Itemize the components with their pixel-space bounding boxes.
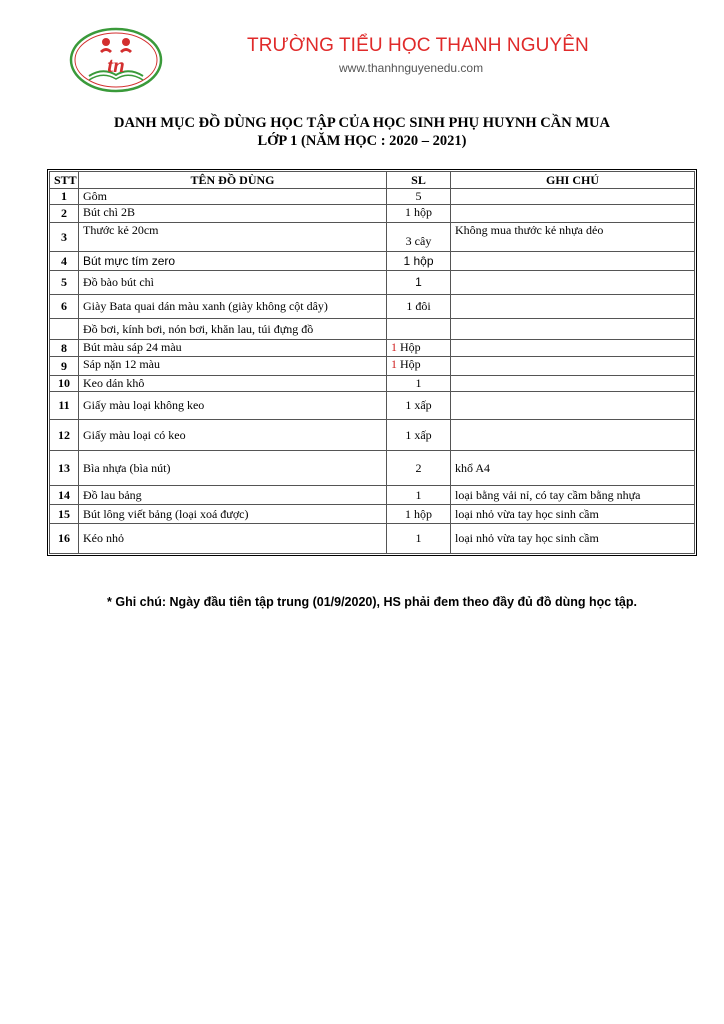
row-quantity: 1 hộp — [387, 505, 451, 524]
row-note — [451, 340, 695, 357]
header-quantity: SL — [387, 172, 451, 189]
row-item-name: Giấy màu loại không keo — [79, 392, 387, 420]
row-stt: 14 — [50, 486, 79, 505]
row-item-name: Bìa nhựa (bìa nút) — [79, 451, 387, 486]
row-note — [451, 271, 695, 295]
row-stt: 15 — [50, 505, 79, 524]
table-row — [50, 451, 695, 486]
row-stt: 16 — [50, 524, 79, 554]
table-row — [50, 271, 695, 295]
row-quantity: 1 — [387, 376, 451, 392]
row-stt: 13 — [50, 451, 79, 486]
row-note — [451, 376, 695, 392]
table-row — [50, 340, 695, 357]
row-item-name: Đồ lau bảng — [79, 486, 387, 505]
table-row — [50, 505, 695, 524]
row-stt: 1 — [50, 189, 79, 205]
row-stt: 9 — [50, 357, 79, 376]
row-quantity: 1 xấp — [387, 420, 451, 451]
row-note — [451, 392, 695, 420]
document-subtitle: LỚP 1 (NĂM HỌC : 2020 – 2021) — [257, 133, 467, 149]
supply-table-frame — [47, 169, 697, 556]
logo-child-icon — [102, 38, 110, 46]
row-quantity: 3 cây — [387, 223, 451, 252]
header-note: GHI CHÚ — [451, 172, 695, 189]
footnote: * Ghi chú: Ngày đầu tiên tập trung (01/9/2020), HS phải đem theo đầy đủ đồ dùng học tập. — [107, 595, 637, 609]
row-item-name: Sáp nặn 12 màu — [79, 357, 387, 376]
row-note: khổ A4 — [451, 451, 695, 486]
row-quantity: 1 xấp — [387, 392, 451, 420]
row-item-name: Bút mực tím zero — [79, 252, 387, 271]
header-stt: STT — [50, 172, 79, 189]
table-row — [50, 189, 695, 205]
table-row — [50, 420, 695, 451]
table-row — [50, 223, 695, 252]
row-stt: 11 — [50, 392, 79, 420]
row-item-name: Giấy màu loại có keo — [79, 420, 387, 451]
row-quantity: 1 — [387, 524, 451, 554]
school-logo — [69, 27, 163, 93]
row-stt: 3 — [50, 223, 79, 252]
table-row — [50, 524, 695, 554]
row-quantity — [387, 357, 451, 376]
document-title: DANH MỤC ĐỒ DÙNG HỌC TẬP CỦA HỌC SINH PHỤ HUYNH CẦN MUA — [114, 115, 610, 131]
table-header-row — [50, 172, 695, 189]
row-stt: 4 — [50, 252, 79, 271]
row-item-name: Keo dán khô — [79, 376, 387, 392]
school-website[interactable]: www.thanhnguyenedu.com — [339, 61, 484, 75]
row-note: loại nhỏ vừa tay học sinh cầm — [451, 505, 695, 524]
quantity-unit: Hộp — [397, 357, 421, 371]
row-stt: 5 — [50, 271, 79, 295]
table-row — [50, 295, 695, 319]
row-quantity: 5 — [387, 189, 451, 205]
row-item-name: Kéo nhỏ — [79, 524, 387, 554]
row-note — [451, 319, 695, 340]
row-item-name: Đồ bơi, kính bơi, nón bơi, khăn lau, túi đựng đồ — [79, 319, 387, 340]
row-note: Không mua thước kẻ nhựa dẻo — [451, 223, 695, 252]
table-row — [50, 376, 695, 392]
row-item-name: Giày Bata quai dán màu xanh (giày không cột dây) — [79, 295, 387, 319]
row-note — [451, 357, 695, 376]
table-row — [50, 205, 695, 223]
row-stt: 10 — [50, 376, 79, 392]
table-row — [50, 392, 695, 420]
row-stt — [50, 319, 79, 340]
row-stt: 6 — [50, 295, 79, 319]
row-note — [451, 252, 695, 271]
row-note — [451, 420, 695, 451]
row-quantity: 2 — [387, 451, 451, 486]
row-note — [451, 189, 695, 205]
row-note: loại bằng vải nỉ, có tay cầm bằng nhựa — [451, 486, 695, 505]
row-item-name: Đồ bào bút chì — [79, 271, 387, 295]
row-quantity: 1 đôi — [387, 295, 451, 319]
supply-table — [49, 171, 695, 554]
row-quantity — [387, 340, 451, 357]
row-note — [451, 295, 695, 319]
table-row — [50, 357, 695, 376]
header-item-name: TÊN ĐỒ DÙNG — [79, 172, 387, 189]
logo-text: tn — [107, 53, 125, 77]
row-item-name: Bút màu sáp 24 màu — [79, 340, 387, 357]
row-stt: 8 — [50, 340, 79, 357]
row-quantity: 1 — [387, 486, 451, 505]
table-row — [50, 252, 695, 271]
table-row — [50, 319, 695, 340]
row-stt: 12 — [50, 420, 79, 451]
table-row — [50, 486, 695, 505]
quantity-number: 1 — [391, 340, 397, 354]
row-item-name: Bút lông viết bảng (loại xoá được) — [79, 505, 387, 524]
row-note — [451, 205, 695, 223]
row-item-name: Gôm — [79, 189, 387, 205]
row-note: loại nhỏ vừa tay học sinh cầm — [451, 524, 695, 554]
quantity-number: 1 — [391, 357, 397, 371]
row-quantity: 1 hộp — [387, 252, 451, 271]
row-stt: 2 — [50, 205, 79, 223]
row-item-name: Bút chì 2B — [79, 205, 387, 223]
row-quantity — [387, 319, 451, 340]
row-item-name: Thước kẻ 20cm — [79, 223, 387, 252]
quantity-unit: Hộp — [397, 340, 421, 354]
school-name: TRƯỜNG TIỂU HỌC THANH NGUYÊN — [247, 35, 589, 56]
row-quantity: 1 hộp — [387, 205, 451, 223]
row-quantity: 1 — [387, 271, 451, 295]
